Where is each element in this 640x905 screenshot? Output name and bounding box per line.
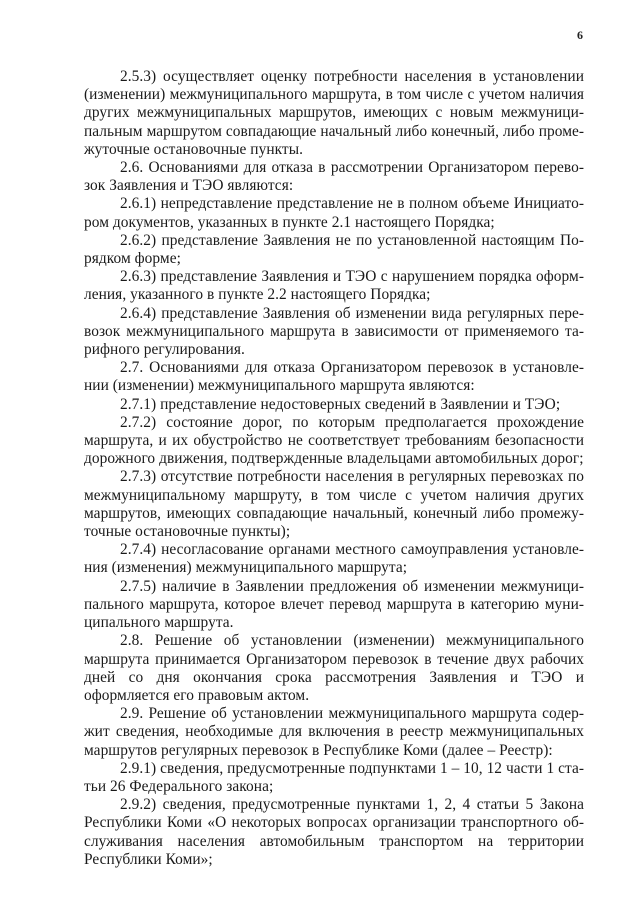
paragraph-2-9: 2.9. Решение об установлении межмуниципального маршрута содержит сведения, необходимые для включения в реестр межмуниципальных маршрутов регулярных перевозок в Республике Коми (далее – Реестр): xyxy=(84,705,584,759)
paragraph-2-7-4: 2.7.4) несогласование органами местного самоуправления установления (изменения) межмуниципального маршрута; xyxy=(84,541,584,577)
paragraph-2-6-3: 2.6.3) представление Заявления и ТЭО с нарушением порядка оформления, указанного в пункте 2.2 настоящего Порядка; xyxy=(84,268,584,304)
paragraph-2-6-4: 2.6.4) представление Заявления об изменении вида регулярных перевозок межмуниципального маршрута в зависимости от применяемого тарифного регулирования. xyxy=(84,304,584,359)
paragraph-2-9-1: 2.9.1) сведения, предусмотренные подпунктами 1 – 10, 12 части 1 статьи 26 Федерального закона; xyxy=(84,759,584,795)
paragraph-2-6-1: 2.6.1) непредставление представление не в полном объеме Инициатором документов, указанных в пункте 2.1 настоящего Порядка; xyxy=(84,195,584,231)
page-number: 6 xyxy=(577,28,583,42)
paragraph-2-5-3: 2.5.3) осуществляет оценку потребности населения в установлении (изменении) межмуниципального маршрута, в том числе с учетом наличия других межмуниципальных маршрутов, имеющих с новым межмуниципальным маршрутом совпадающие начальный либо конечный, либо промежуточные остановочные пункты. xyxy=(84,68,584,158)
paragraph-2-7-2: 2.7.2) состояние дорог, по которым предполагается прохождение маршрута, и их обустройство не соответствует требованиям безопасности дорожного движения, подтвержденные владельцами автомобильных дорог; xyxy=(84,413,584,468)
paragraph-2-6-2: 2.6.2) представление Заявления не по установленной настоящим Порядком форме; xyxy=(84,231,584,268)
paragraph-2-7: 2.7. Основаниями для отказа Организатором перевозок в установлении (изменении) межмуниципального маршрута являются: xyxy=(84,359,584,395)
paragraph-2-6: 2.6. Основаниями для отказа в рассмотрении Организатором перевозок Заявления и ТЭО являются: xyxy=(84,159,584,195)
document-body xyxy=(84,68,584,869)
paragraph-2-7-5: 2.7.5) наличие в Заявлении предложения об изменении межмуниципального маршрута, которое влечет перевод маршрута в категорию муниципального маршрута. xyxy=(84,577,584,632)
paragraph-2-8: 2.8. Решение об установлении (изменении) межмуниципального маршрута принимается Организатором перевозок в течение двух рабочих дней со дня окончания срока рассмотрения Заявления и ТЭО и оформляется его правовым актом. xyxy=(84,632,584,704)
paragraph-2-7-3: 2.7.3) отсутствие потребности населения в регулярных перевозках по межмуниципальному маршруту, в том числе с учетом наличия других маршрутов, имеющих совпадающие начальный, конечный либо промежуточные остановочные пункты); xyxy=(84,468,584,541)
paragraph-2-7-1: 2.7.1) представление недостоверных сведений в Заявлении и ТЭО; xyxy=(120,395,561,413)
paragraph-2-9-2: 2.9.2) сведения, предусмотренные пунктами 1, 2, 4 статьи 5 Закона Республики Коми «О некоторых вопросах организации транспортного обслуживания населения автомобильным транспортом на территории Республики Коми»; xyxy=(84,796,584,868)
